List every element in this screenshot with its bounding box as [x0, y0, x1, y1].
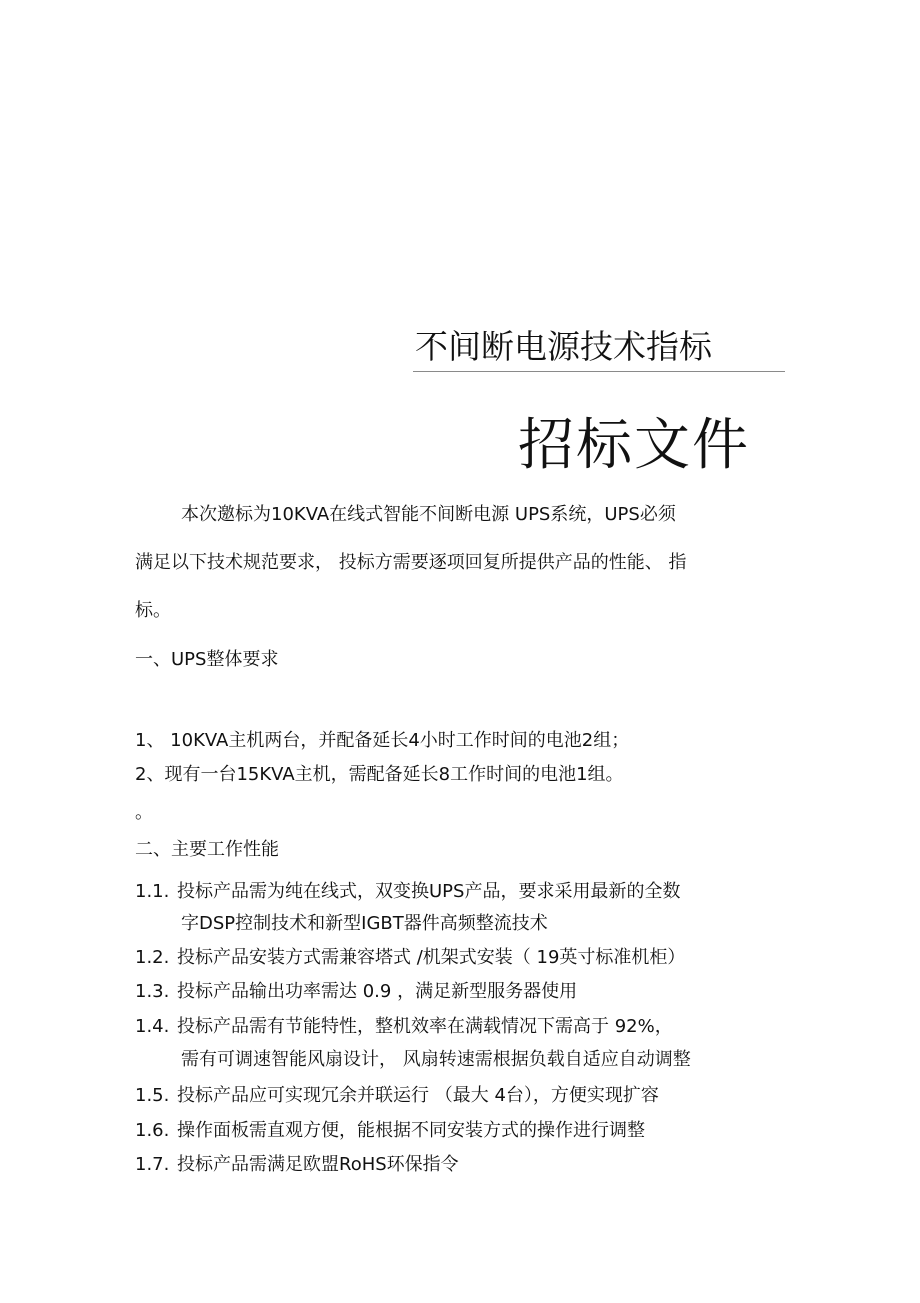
item-text: 投标产品应可实现冗余并联运行 （最大 4台），方便实现扩容 — [177, 1085, 659, 1106]
section-1-item-2: 2、现有一台15KVA主机，需配备延长8工作时间的电池1组。 — [135, 764, 624, 785]
item-number: 1.7. — [135, 1154, 170, 1175]
item-text: 投标产品需满足欧盟RoHS环保指令 — [177, 1154, 459, 1175]
item-number: 1.1. — [135, 881, 170, 902]
item-number: 1.6. — [135, 1120, 170, 1141]
document-subtitle: 招标文件 — [518, 413, 750, 478]
intro-line-1: 本次邀标为10KVA在线式智能不间断电源 UPS系统，UPS必须 — [181, 504, 676, 525]
item-number: 1.3. — [135, 981, 170, 1002]
item-text: 投标产品需为纯在线式，双变换UPS产品，要求采用最新的全数 — [177, 881, 681, 902]
intro-line-2: 满足以下技术规范要求， 投标方需要逐项回复所提供产品的性能、 指 — [135, 552, 687, 573]
item-text: 投标产品安装方式需兼容塔式 /机架式安装（ 19英寸标准机柜） — [177, 947, 686, 968]
document-title: 不间断电源技术指标 — [415, 327, 712, 366]
item-number: 1.5. — [135, 1085, 170, 1106]
title-underline — [413, 371, 785, 372]
intro-line-3: 标。 — [135, 600, 171, 621]
item-text-continued: 字DSP控制技术和新型IGBT器件高频整流技术 — [181, 913, 548, 934]
item-text: 投标产品输出功率需达 0.9 ，满足新型服务器使用 — [177, 981, 578, 1002]
item-text: 操作面板需直观方便，能根据不同安装方式的操作进行调整 — [177, 1120, 645, 1141]
item-text: 投标产品需有节能特性，整机效率在满载情况下需高于 92%， — [177, 1016, 673, 1037]
section-1-heading: 一、UPS整体要求 — [135, 649, 279, 670]
section-1-item-3: 。 — [135, 802, 153, 823]
item-number: 1.2. — [135, 947, 170, 968]
section-2-heading: 二、主要工作性能 — [135, 839, 279, 860]
item-number: 1.4. — [135, 1016, 170, 1037]
item-text-continued: 需有可调速智能风扇设计， 风扇转速需根据负载自适应自动调整 — [181, 1049, 691, 1070]
section-1-item-1: 1、 10KVA主机两台，并配备延长4小时工作时间的电池2组； — [135, 730, 630, 751]
